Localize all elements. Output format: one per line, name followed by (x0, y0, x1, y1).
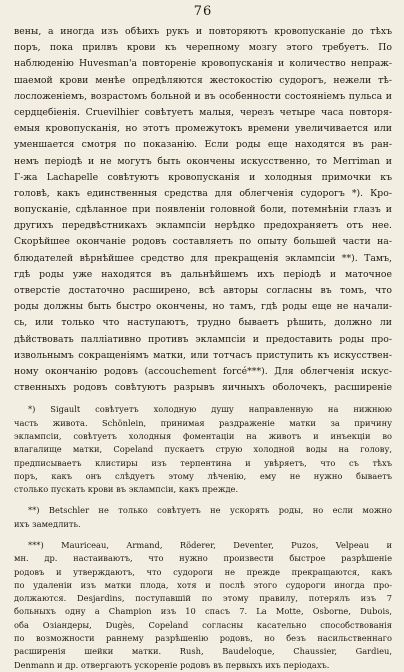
footnote-line: эклампсіи, совѣтуетъ холодныя фоментаціи на животъ и инъекціи во (14, 430, 392, 441)
body-line: головѣ, какъ единственныя средства для облегченія судорогъ *). Кро- (14, 187, 392, 199)
footnote-line: больныхъ одну а Champion изъ 10 спасъ 7. La Motte, Osborne, Dubois, (14, 606, 392, 617)
footnote-line: родовъ и утверждаютъ, что судороги не прежде прекращаются, какъ (14, 566, 392, 577)
footnote-line: мн. др. настаиваютъ, что нужно произвести быстрое разрѣшеніе (14, 553, 392, 564)
footnote-line: предписываетъ клистиры изъ терпентина и увѣряетъ, что съ тѣхъ (14, 457, 392, 468)
main-text (14, 24, 392, 396)
footnote-line: ихъ замедлить. (14, 518, 81, 529)
body-line: ному окончанію родовъ (accouchement forcé***). Для облегченія искус- (14, 365, 392, 377)
body-line: ственныхъ родовъ совѣтуютъ разрывъ яичныхъ оболочекъ, расширеніе (14, 382, 392, 394)
body-line: сердцебіенія. Cruevilhier совѣтуетъ малыя, черезъ четыре часа повторя- (14, 106, 392, 118)
footnote-line: **) Betschler не только совѣтуетъ не ускорять роды, но если можно (28, 505, 392, 516)
footnote-2 (14, 504, 392, 531)
footnote-line: часть живота. Schönlein, принимая раздраженіе матки за причину (14, 417, 392, 428)
footnote-line: *) Sigault совѣтуетъ холодную душу направленную на нижнюю (28, 404, 392, 415)
footnote-line: по возможности раннему разрѣшенію родовъ, но безъ насильственнаго (14, 633, 392, 644)
body-line: роды должны быть быстро окончены, но тамъ, гдѣ роды еще не начали- (14, 301, 392, 313)
body-line: поръ, пока прилвъ крови къ черепному мозгу этого требуетъ. По (14, 42, 392, 54)
body-line: блюдателей вѣрнѣйшее средство для прекращенія эклампсіи **). Тамъ, (14, 252, 392, 264)
body-line: отверстіе достаточно расширено, всѣ авторы согласны въ томъ, что (14, 285, 392, 296)
body-line: лосложеніемъ, возрастомъ больной и въ особенности состояніемъ пульса и (14, 90, 392, 102)
footnote-line: оба Озіандеры, Dugès, Copeland согласны касательно способствованія (14, 619, 392, 630)
footnotes (14, 403, 392, 672)
footnote-line: расширенія шейки матки. Rush, Baudeloque, Chaussier, Gardieu, (14, 646, 392, 657)
body-line: Скорѣйшее окончаніе родовъ составляетъ по опыту большей части на- (14, 236, 392, 248)
body-line: дѣйствовать палліативно противъ эклампсіи и предоставить роды про- (14, 333, 392, 345)
body-line: вопусканіе, сдѣланное при появленіи головной боли, потемнѣніи глазъ и (14, 204, 392, 216)
body-line: другихъ передвѣстникахъ эклампсіи нерѣдко предохраняетъ отъ нее. (14, 220, 392, 232)
body-line: емыя кровопусканія, но этотъ промежутокъ времени увеличивается или (14, 123, 392, 135)
body-line: гдѣ роды уже находятся въ дальнѣйшемъ ихъ періодѣ и маточное (14, 268, 392, 280)
body-line: вены, а иногда изъ обѣихъ рукъ и повторяютъ кровопусканіе до тѣхъ (14, 26, 392, 37)
footnote-line: Denmann и др. отвергаютъ ускореніе родовъ въ первыхъ ихъ періодахъ. (14, 659, 330, 670)
footnote-line: поръ, какъ онъ слѣдуетъ этому лѣченію, ему не нужно бываетъ (14, 470, 392, 481)
footnote-line: столько пускать крови въ эклампсіи, какъ прежде. (14, 484, 239, 495)
body-line: извольнымъ сокращеніямъ матки, или тотчасъ приступить къ искусствен- (14, 349, 392, 361)
footnote-3 (14, 539, 392, 672)
footnote-line: по удаленіи изъ матки плода, хотя и послѣ этого судороги иногда про- (14, 579, 392, 590)
page-number: 76 (193, 4, 213, 19)
body-line: немъ періодѣ и не могутъ быть окончены искусственно, то Merriman и (14, 155, 392, 167)
footnote-1 (14, 403, 392, 496)
body-line: шаемой крови менѣе опредѣляются жестокостію судорогъ, нежели тѣ- (14, 74, 392, 86)
body-line: наблюденію Huvesman'а повтореніе кровопусканія и количество непраж- (14, 58, 392, 70)
body-line: Г-жа Lachapelle совѣтуютъ кровопусканія и холодныя примочки къ (14, 171, 392, 183)
body-line: уменшается смотря по показанію. Если роды еще находятся въ ран- (14, 139, 392, 151)
footnote-line: должаются. Desjardins, поступавшій по этому правилу, потерялъ изъ 7 (14, 593, 392, 604)
body-line: сь, или только что наступаютъ, трудно бываетъ рѣшить, должно ли (14, 317, 392, 329)
footnote-line: влагалище матки, Copeland пускаетъ струю холодной воды на голову, (14, 444, 392, 455)
footnote-line: ***) Mauriceau, Armand, Röderer, Deventer, Puzos, Velpeau и (28, 539, 392, 550)
